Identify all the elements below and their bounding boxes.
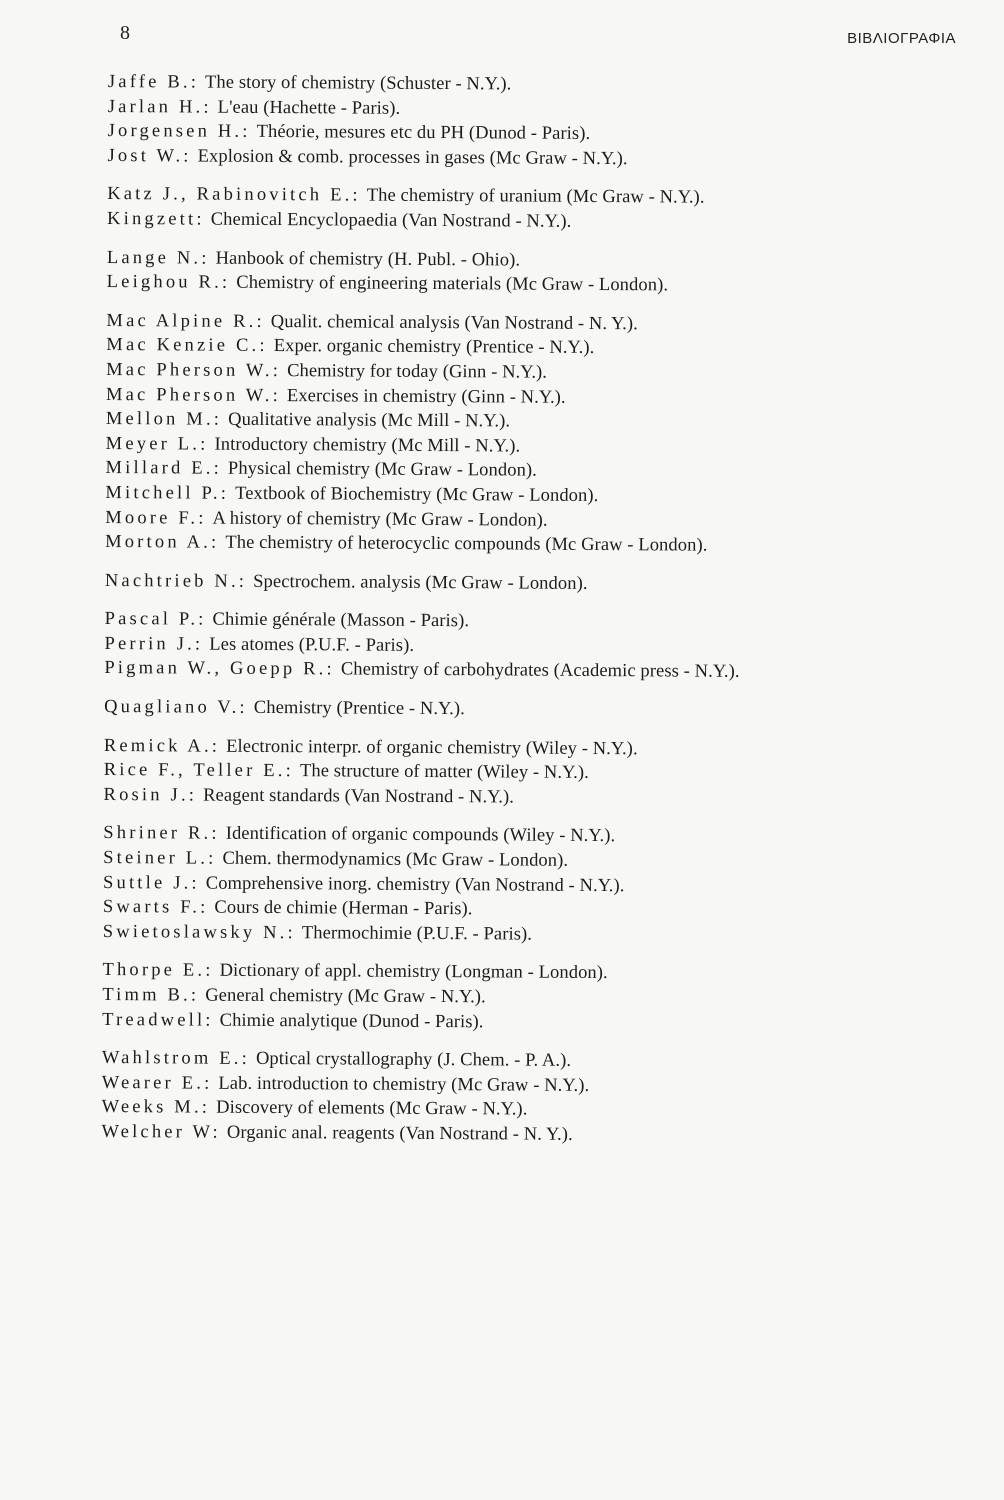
bibliography-group xyxy=(102,958,962,1037)
entry-author: Wahlstrom E.: xyxy=(101,1048,251,1070)
entry-author: Kingzett: xyxy=(107,208,205,230)
entry-reference: L'eau (Hachette - Paris). xyxy=(217,97,401,119)
entry-reference: Chemistry of engineering materials (Mc Graw - London). xyxy=(236,272,669,296)
entry-reference: Lab. introduction to chemistry (Mc Graw - N.Y.). xyxy=(218,1073,590,1096)
entry-author: Timm B.: xyxy=(102,984,200,1006)
entry-reference: Explosion & comb. processes in gases (Mc Graw - N.Y.). xyxy=(197,146,628,169)
entry-author: Lange N.: xyxy=(106,247,210,269)
entry-author: Welcher W: xyxy=(101,1121,221,1143)
entry-reference: Qualit. chemical analysis (Van Nostrand - N. Y.). xyxy=(270,311,638,334)
bibliography-group xyxy=(101,1046,962,1150)
entry-author: Mac Alpine R.: xyxy=(106,310,265,332)
entry-author: Mac Kenzie C.: xyxy=(106,335,268,357)
bibliography-entry xyxy=(102,1008,962,1038)
entry-reference: Dictionary of appl. chemistry (Longman - London). xyxy=(219,961,608,984)
entry-author: Wearer E.: xyxy=(101,1072,213,1094)
entry-reference: Physical chemistry (Mc Graw - London). xyxy=(227,459,537,481)
entry-reference: The chemistry of uranium (Mc Graw - N.Y.). xyxy=(366,185,705,209)
bibliography-group xyxy=(103,821,964,949)
bibliography-entry xyxy=(101,1120,961,1150)
entry-reference: Théorie, mesures etc du PH (Dunod - Paris). xyxy=(256,122,591,145)
entry-reference: Organic anal. reagents (Van Nostrand - N. Y.). xyxy=(226,1122,573,1145)
entry-reference: Chemistry (Prentice - N.Y.). xyxy=(253,697,465,720)
bibliography-entry xyxy=(107,144,967,174)
entry-author: Suttle J.: xyxy=(102,872,200,894)
entry-author: Quagliano V.: xyxy=(104,697,248,718)
entry-reference: Hanbook of chemistry (H. Publ. - Ohio). xyxy=(215,248,521,271)
bibliography-group xyxy=(107,182,967,236)
entry-reference: A history of chemistry (Mc Graw - London). xyxy=(212,508,548,531)
entry-reference: Comprehensive inorg. chemistry (Van Nostrand - N.Y.). xyxy=(205,873,625,896)
entry-author: Katz J., Rabinovitch E.: xyxy=(107,184,361,206)
entry-author: Steiner L.: xyxy=(103,848,217,869)
entry-author: Jarlan H.: xyxy=(107,96,212,118)
entry-reference: Chimie analytique (Dunod - Paris). xyxy=(219,1010,484,1032)
entry-reference: Electronic interpr. of organic chemistry (Wiley - N.Y.). xyxy=(226,736,638,759)
entry-reference: Optical crystallography (J. Chem. - P. A.). xyxy=(255,1049,572,1072)
entry-reference: Cours de chimie (Herman - Paris). xyxy=(214,897,473,920)
bibliography-entry xyxy=(103,783,963,813)
entry-reference: Spectrochem. analysis (Mc Graw - London). xyxy=(253,571,588,594)
entry-author: Rice F., Teller E.: xyxy=(103,760,295,782)
bibliography-entry xyxy=(103,920,963,950)
running-title: ΒΙΒΛΙΟΓΡΑΦΙΑ xyxy=(847,30,956,47)
entry-reference: The structure of matter (Wiley - N.Y.). xyxy=(299,761,589,784)
entry-reference: Introductory chemistry (Mc Mill - N.Y.). xyxy=(214,434,521,457)
entry-author: Mac Pherson W.: xyxy=(106,359,282,382)
entry-reference: Thermochimie (P.U.F. - Paris). xyxy=(301,923,533,945)
bibliography-group xyxy=(104,695,964,725)
bibliography-group xyxy=(105,309,966,560)
bibliography-list xyxy=(101,70,968,1164)
entry-author: Shriner R.: xyxy=(103,823,220,845)
entry-reference: Chimie générale (Masson - Paris). xyxy=(212,609,470,632)
bibliography-entry xyxy=(105,569,965,599)
entry-reference: Textbook of Biochemistry (Mc Graw - London). xyxy=(235,483,599,506)
bibliography-group xyxy=(107,246,967,300)
entry-reference: The story of chemistry (Schuster - N.Y.). xyxy=(205,72,512,95)
entry-author: Morton A.: xyxy=(105,532,220,553)
bibliography-group xyxy=(107,70,968,174)
entry-reference: Chemistry of carbohydrates (Academic press - N.Y.). xyxy=(340,659,740,683)
entry-author: Mellon M.: xyxy=(105,409,223,430)
entry-author: Swietoslawsky N.: xyxy=(102,921,296,943)
entry-author: Swarts F.: xyxy=(102,897,209,918)
entry-reference: Chemical Encyclopaedia (Van Nostrand - N.Y.). xyxy=(210,209,572,232)
entry-reference: General chemistry (Mc Graw - N.Y.). xyxy=(205,985,486,1008)
entry-reference: Exper. organic chemistry (Prentice - N.Y.). xyxy=(273,336,595,359)
entry-reference: The chemistry of heterocyclic compounds (Mc Graw - London). xyxy=(225,532,708,556)
entry-reference: Qualitative analysis (Mc Mill - N.Y.). xyxy=(228,409,511,432)
entry-reference: Discovery of elements (Mc Graw - N.Y.). xyxy=(216,1098,528,1120)
entry-author: Pascal P.: xyxy=(104,609,207,630)
entry-author: Jorgensen H.: xyxy=(107,121,251,143)
entry-reference: Les atomes (P.U.F. - Paris). xyxy=(209,634,415,656)
page-number: 8 xyxy=(120,22,130,44)
entry-reference: Chemistry for today (Ginn - N.Y.). xyxy=(287,361,548,383)
bibliography-entry xyxy=(105,530,965,560)
entry-author: Nachtrieb N.: xyxy=(104,570,248,592)
entry-author: Remick A.: xyxy=(103,735,221,757)
bibliography-group xyxy=(104,607,964,686)
entry-reference: Exercises in chemistry (Ginn - N.Y.). xyxy=(286,385,566,408)
entry-author: Mitchell P.: xyxy=(105,482,230,504)
entry-author: Jost W.: xyxy=(107,145,192,167)
entry-author: Moore F.: xyxy=(105,507,207,529)
entry-author: Mac Pherson W.: xyxy=(105,384,282,406)
bibliography-group xyxy=(103,734,963,813)
entry-author: Millard E.: xyxy=(105,458,223,480)
bibliography-entry xyxy=(104,656,964,686)
entry-author: Weeks M.: xyxy=(101,1097,211,1119)
bibliography-entry xyxy=(107,207,967,237)
bibliography-group xyxy=(105,569,965,599)
bibliography-entry xyxy=(104,695,964,725)
entry-reference: Chem. thermodynamics (Mc Graw - London). xyxy=(222,848,569,871)
entry-author: Rosin J.: xyxy=(103,784,198,806)
entry-author: Thorpe E.: xyxy=(102,960,214,982)
entry-reference: Identification of organic compounds (Wiley - N.Y.). xyxy=(225,824,616,847)
entry-author: Treadwell: xyxy=(102,1009,214,1031)
entry-author: Leighou R.: xyxy=(106,272,231,293)
entry-reference: Reagent standards (Van Nostrand - N.Y.). xyxy=(203,785,515,808)
entry-author: Pigman W., Goepp R.: xyxy=(104,658,335,680)
entry-author: Perrin J.: xyxy=(104,633,204,655)
entry-author: Meyer L.: xyxy=(105,433,209,455)
entry-author: Jaffe B.: xyxy=(107,71,200,93)
bibliography-entry xyxy=(107,270,967,300)
